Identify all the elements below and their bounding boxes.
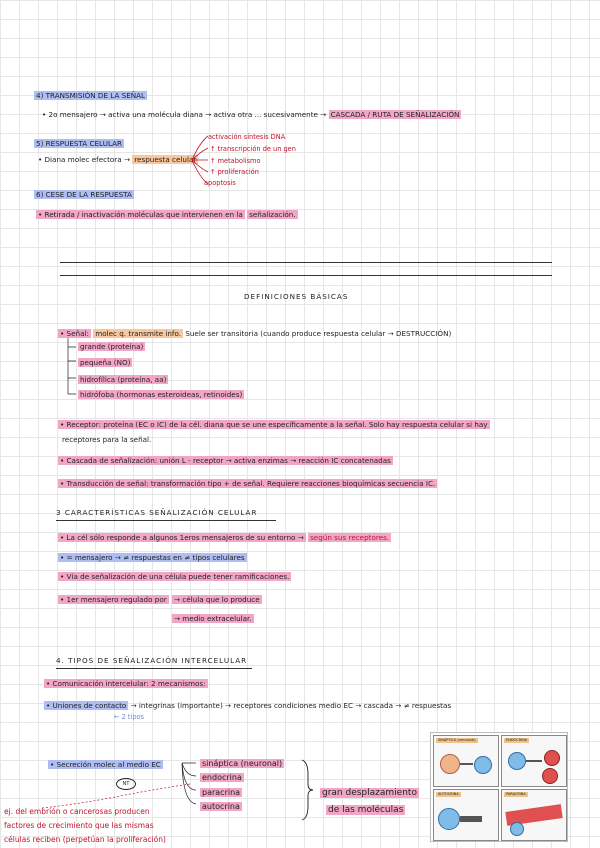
sec-type-0: sináptica (neuronal) — [202, 759, 283, 768]
s4-highlight: CASCADA / RUTA DE SEÑALIZACIÓN — [330, 110, 460, 119]
tipos-uniones-sub: ← 2 tipos — [114, 713, 144, 721]
brace-text-0: gran desplazamiento — [322, 788, 417, 798]
note-arrow — [40, 786, 180, 826]
figure-panel-endocrina — [501, 735, 567, 787]
caract-item4-b: → medio extracelular. — [174, 614, 252, 623]
s5-branch-4: apoptosis — [204, 179, 236, 187]
s5-response: respuesta celular — [134, 155, 197, 164]
senal-type-0: grande (proteína) — [80, 342, 144, 351]
tipos-secrecion: • Secreción molec al medio EC — [50, 760, 161, 769]
cell-icon — [440, 754, 460, 774]
cell-icon — [544, 750, 560, 766]
figure-panel-autocrina — [433, 789, 499, 841]
tipos-underline — [56, 668, 252, 669]
caract-item1: • La cél sólo responde a algunos 1eros mensajeros de su entorno → según sus receptores. — [60, 533, 390, 542]
caract-underline — [56, 520, 276, 521]
s5-line: • Diana molec efectora → respuesta celular — [38, 155, 197, 164]
senal-type-1: pequeña (NO) — [80, 358, 131, 367]
note-2: células reciben (perpetúan la proliferación) — [4, 835, 166, 844]
cell-icon — [474, 756, 492, 774]
tipos-title: 4. TIPOS DE SEÑALIZACIÓN INTERCELULAR — [56, 656, 248, 665]
s5-branch-3: ↑ proliferación — [210, 168, 259, 176]
sec-type-3: autocrina — [202, 802, 240, 811]
caract-item4-a: → célula que lo produce — [174, 595, 260, 604]
cell-icon — [438, 808, 460, 830]
figure-panel-paracrina — [501, 789, 567, 841]
senal-type-2: hidrofílica (proteína, aa) — [80, 375, 167, 384]
defs-receptor-2: receptores para la señal. — [62, 435, 152, 444]
caract-item2: • = mensajero → ≠ respuestas en ≠ tipos celulares — [60, 553, 245, 562]
tipos-intro: • Comunicación intercelular: 2 mecanismos: — [46, 679, 206, 688]
defs-receptor-1: • Receptor: proteína (EC o IC) de la cél. diana que se une específicamente a la señal. Solo hay respuesta celular si hay — [60, 420, 488, 429]
cell-icon — [542, 768, 558, 784]
s6-line: • Retirada / inactivación moléculas que intervienen en la señalización. — [38, 210, 296, 219]
senal-type-3: hidrófoba (hormonas esteroideas, retinoides) — [80, 390, 243, 399]
cell-icon — [508, 752, 526, 770]
defs-title: DEFINICIONES BÁSICAS — [244, 292, 349, 301]
caract-item4: • 1er mensajero regulado por — [60, 595, 167, 604]
caract-item3: • Vía de señalización de una célula puede tener ramificaciones. — [60, 572, 290, 581]
brace — [300, 760, 314, 820]
s5-branch-0: activación síntesis DNA — [208, 133, 286, 141]
divider-bottom — [60, 275, 552, 276]
divider-top — [60, 262, 552, 263]
brace-text-1: de las moléculas — [328, 805, 404, 815]
defs-senal: • Señal: molec q. transmite info. Suele ser transitoria (cuando produce respuesta celular → DESTRUCCIÓN) — [60, 329, 452, 338]
figure-panel-endocrina-label: ENDOCRINA — [506, 738, 528, 742]
figure-panel-sinaptica — [433, 735, 499, 787]
figure-panel-paracrina-label: PARACRINA — [506, 792, 526, 796]
figure-panel-autocrina-label: AUTOCRINA — [438, 792, 459, 796]
note-1: factores de crecimiento que las mismas — [4, 821, 154, 830]
tipos-uniones: • Uniones de contacto → integrinas (importante) → receptores condiciones medio EC → cascada → ≠ respuestas — [46, 701, 452, 710]
s4-heading: 4) TRANSMISIÓN DE LA SEÑAL — [36, 91, 146, 100]
secrecion-arrows — [180, 758, 200, 808]
caract-title: 3 CARACTERÍSTICAS SEÑALIZACIÓN CELULAR — [56, 508, 258, 517]
note-0: ej. del embrión o cancerosas producen — [4, 807, 150, 816]
s4-line: • 2o mensajero → activa una molécula diana → activa otra ... sucesivamente → CASCADA / RUTA DE SEÑALIZACIÓN — [42, 110, 460, 119]
nt-circle: NT — [116, 778, 136, 790]
cell-icon — [510, 822, 524, 836]
s5-branch-2: ↑ metabolismo — [210, 157, 261, 165]
s6-heading: 6) CESE DE LA RESPUESTA — [36, 190, 132, 199]
figure-panel-sinaptica-label: SINÁPTICA (neuronal) — [438, 738, 476, 742]
defs-cascada: • Cascada de señalización: unión L - receptor → activa enzimas → reacción IC concatenadas — [60, 456, 391, 465]
s5-branch-1: ↑ transcripción de un gen — [210, 145, 296, 153]
defs-transduccion: • Transducción de señal: transformación tipo + de señal. Requiere reacciones bioquímicas secuencia IC. — [60, 479, 436, 488]
sec-type-1: endocrina — [202, 773, 242, 782]
figure — [430, 732, 568, 842]
sec-type-2: paracrina — [202, 788, 241, 797]
s5-heading: 5) RESPUESTA CELULAR — [36, 139, 123, 148]
